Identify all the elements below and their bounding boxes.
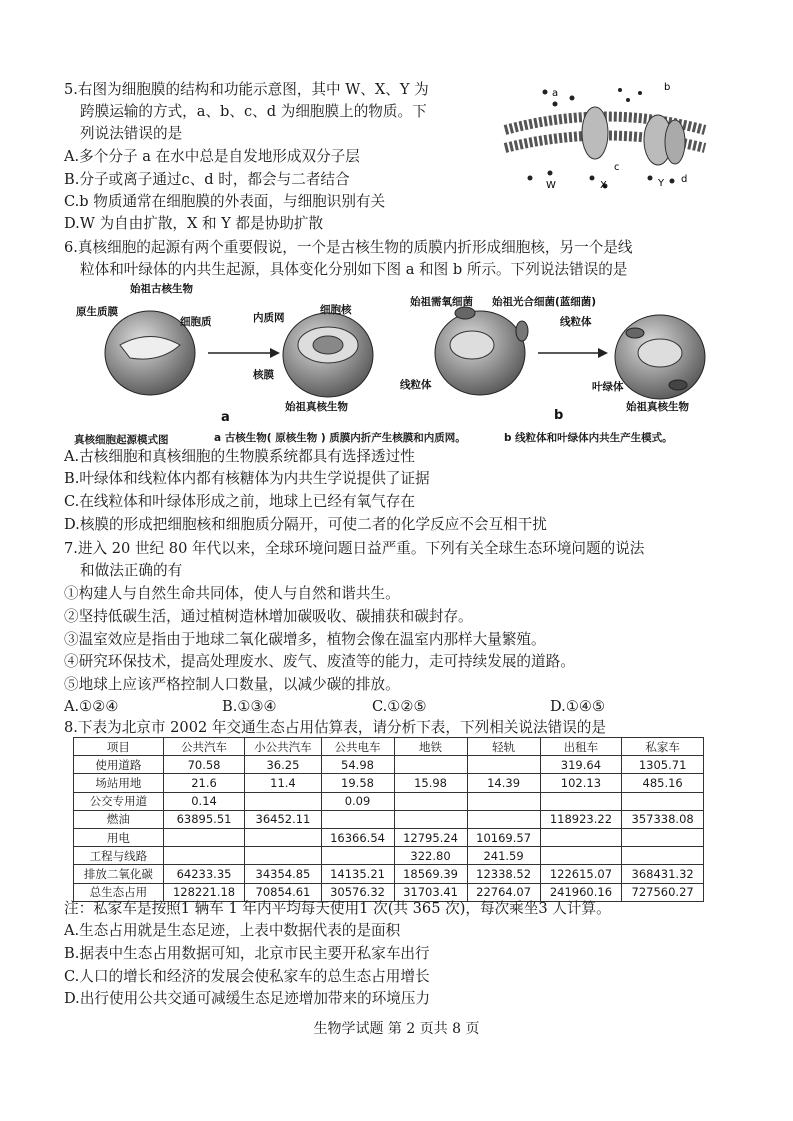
table-cell: 14135.21 [321,865,394,883]
header-cell: 公共电车 [321,738,394,756]
table-cell [245,828,321,846]
table-cell [321,810,394,828]
table-cell: 用电 [74,828,164,846]
table-cell: 排放二氧化碳 [74,865,164,883]
q8-option-b: B.据表中生态占用数据可知，北京市民主要开私家车出行 [64,945,430,962]
table-cell: 118923.22 [540,810,622,828]
table-row [74,774,704,792]
table-cell: 燃油 [74,810,164,828]
table-cell: 总生态占用 [74,883,164,901]
table-cell: 16366.54 [321,828,394,846]
table-cell: 727560.27 [622,883,704,901]
table-cell: 485.16 [622,774,704,792]
table-cell: 102.13 [540,774,622,792]
q5-stem-line3: 列说法错误的是 [80,125,183,142]
q6-option-b: B.叶绿体和线粒体内都有核糖体为内共生学说提供了证据 [64,470,430,487]
header-cell: 轻轨 [467,738,540,756]
q6-option-c: C.在线粒体和叶绿体形成之前，地球上已经有氧气存在 [64,493,415,510]
table-header-row [74,738,704,756]
fig-a-membrane-label: 原生质膜 [76,306,118,318]
table-cell: 15.98 [394,774,467,792]
q7-option-b: B.①③④ [222,698,277,715]
fig-a-letter: a [221,410,230,425]
table-cell [622,792,704,810]
table-cell: 使用道路 [74,756,164,774]
label-d: d [681,174,688,185]
label-x: X [600,180,607,191]
table-cell: 0.14 [163,792,245,810]
table-cell [467,810,540,828]
table-cell [163,828,245,846]
table-cell [321,847,394,865]
table-cell: 11.4 [245,774,321,792]
q7-item-4: ④研究环保技术，提高处理废水、废气、废渣等的能力，走可持续发展的道路。 [64,653,575,670]
q7-item-1: ①构建人与自然生命共同体，使人与自然和谐共生。 [64,585,400,602]
q7-item-3: ③温室效应是指由于地球二氧化碳增多，植物会像在温室内那样大量繁殖。 [64,631,546,648]
header-cell: 出租车 [540,738,622,756]
q6-option-d: D.核膜的形成把细胞核和细胞质分隔开，可使二者的化学反应不会互相干扰 [64,516,547,533]
header-cell: 私家车 [622,738,704,756]
traffic-eco-table [73,737,704,902]
table-cell: 322.80 [394,847,467,865]
fig-a-er-label: 内质网 [253,312,285,324]
table-cell: 63895.51 [163,810,245,828]
table-cell: 1305.71 [622,756,704,774]
table-cell [394,810,467,828]
fig-caption-b: b 线粒体和叶绿体内共生产生模式。 [504,432,673,444]
label-b: b [664,82,671,93]
table-row [74,810,704,828]
table-cell: 241960.16 [540,883,622,901]
table-row [74,792,704,810]
fig-b-mito-left-label: 线粒体 [400,379,432,391]
q6-stem-line1: 6.真核细胞的起源有两个重要假说，一个是古核生物的质膜内折形成细胞核，另一个是线 [64,239,633,256]
fig-a-top-label: 始祖古核生物 [130,283,193,295]
table-cell: 30576.32 [321,883,394,901]
cell-membrane-figure [500,78,710,198]
table-cell: 公交专用道 [74,792,164,810]
table-cell: 36452.11 [245,810,321,828]
table-cell: 场站用地 [74,774,164,792]
eukaryote-origin-figure [70,283,720,448]
q8-stem: 8.下表为北京市 2002 年交通生态占用估算表，请分析下表，下列相关说法错误的是 [64,719,606,736]
table-cell [394,756,467,774]
fig-caption-a: a 古核生物( 原核生物 ) 质膜内折产生核膜和内质网。 [214,432,466,444]
table-cell: 319.64 [540,756,622,774]
page-footer: 生物学试题 第 2 页共 8 页 [313,1021,480,1037]
table-cell [245,792,321,810]
table-cell: 122615.07 [540,865,622,883]
table-cell [622,828,704,846]
table-cell: 19.58 [321,774,394,792]
table-cell [467,756,540,774]
table-cell: 70.58 [163,756,245,774]
q5-option-c: C.b 物质通常在细胞膜的外表面，与细胞识别有关 [64,193,386,210]
table-cell: 12795.24 [394,828,467,846]
header-cell: 公共汽车 [163,738,245,756]
header-cell: 项目 [74,738,164,756]
table-cell [622,847,704,865]
q8-option-a: A.生态占用就是生态足迹，上表中数据代表的是面积 [64,922,401,939]
label-c: c [614,162,620,173]
fig-b-result-label: 始祖真核生物 [626,401,689,413]
table-cell: 0.09 [321,792,394,810]
q6-option-a: A.古核细胞和真核细胞的生物膜系统都具有选择透过性 [64,448,415,465]
table-cell [540,828,622,846]
q7-item-2: ②坚持低碳生活，通过植树造林增加碳吸收、碳捕获和碳封存。 [64,608,473,625]
fig-b-chloro-label: 叶绿体 [592,381,624,393]
table-cell: 21.6 [163,774,245,792]
fig-a-result-label: 始祖真核生物 [285,401,348,413]
table-cell: 368431.32 [622,865,704,883]
table-cell [540,847,622,865]
table-row [74,756,704,774]
label-y: Y [658,178,665,189]
q7-stem-line1: 7.进入 20 世纪 80 年代以来，全球环境问题日益严重。下列有关全球生态环境问题的说法 [64,540,645,557]
q5-option-b: B.分子或离子通过c、d 时，都会与二者结合 [64,171,350,188]
table-cell: 22764.07 [467,883,540,901]
q7-option-c: C.①②⑤ [372,698,427,715]
q5-stem-line2: 跨膜运输的方式，a、b、c、d 为细胞膜上的物质。下 [80,103,427,120]
fig-a-nucleus-label: 细胞核 [320,304,352,316]
fig-caption-title: 真核细胞起源模式图 [74,434,169,446]
table-cell: 12338.52 [467,865,540,883]
q7-option-a: A.①②④ [64,698,119,715]
table-cell: 128221.18 [163,883,245,901]
table-row [74,847,704,865]
q8-option-c: C.人口的增长和经济的发展会使私家车的总生态占用增长 [64,968,430,985]
fig-b-bacteria1-label: 始祖需氧细菌 [410,296,473,308]
fig-b-mito-right-label: 线粒体 [560,316,592,328]
table-cell: 10169.57 [467,828,540,846]
q6-stem-line2: 粒体和叶绿体的内共生起源，具体变化分别如下图 a 和图 b 所示。下列说法错误的是 [80,261,628,278]
table-cell: 357338.08 [622,810,704,828]
table-cell [163,847,245,865]
table-cell: 36.25 [245,756,321,774]
table-cell: 18569.39 [394,865,467,883]
label-a: a [552,88,559,99]
fig-a-envelope-label: 核膜 [253,369,274,381]
table-cell: 14.39 [467,774,540,792]
table-cell: 工程与线路 [74,847,164,865]
table-cell: 241.59 [467,847,540,865]
header-cell: 地铁 [394,738,467,756]
header-cell: 小公共汽车 [245,738,321,756]
table-row [74,865,704,883]
table-cell: 64233.35 [163,865,245,883]
table-cell [394,792,467,810]
table-cell: 70854.61 [245,883,321,901]
q7-item-5: ⑤地球上应该严格控制人口数量，以减少碳的排放。 [64,676,400,693]
table-cell: 54.98 [321,756,394,774]
table-cell: 34354.85 [245,865,321,883]
fig-b-letter: b [554,408,564,423]
q8-option-d: D.出行使用公共交通可减缓生态足迹增加带来的环境压力 [64,990,431,1007]
q8-note: 注：私家车是按照1 辆车 1 年内平均每天使用1 次(共 365 次)，每次乘坐3 人计算。 [64,900,611,917]
q7-stem-line2: 和做法正确的有 [80,562,183,579]
q5-option-d: D.W 为自由扩散，X 和 Y 都是协助扩散 [64,215,324,232]
table-cell [540,792,622,810]
q7-option-d: D.①④⑤ [550,698,606,715]
table-cell: 31703.41 [394,883,467,901]
table-row [74,828,704,846]
q5-option-a: A.多个分子 a 在水中总是自发地形成双分子层 [64,148,360,165]
label-w: W [546,180,556,191]
table-cell [245,847,321,865]
table-cell [467,792,540,810]
fig-b-bacteria2-label: 始祖光合细菌(蓝细菌) [492,296,597,308]
fig-a-cytoplasm-label: 细胞质 [180,316,212,328]
q5-stem-line1: 5.右图为细胞膜的结构和功能示意图，其中 W、X、Y 为 [64,81,429,98]
